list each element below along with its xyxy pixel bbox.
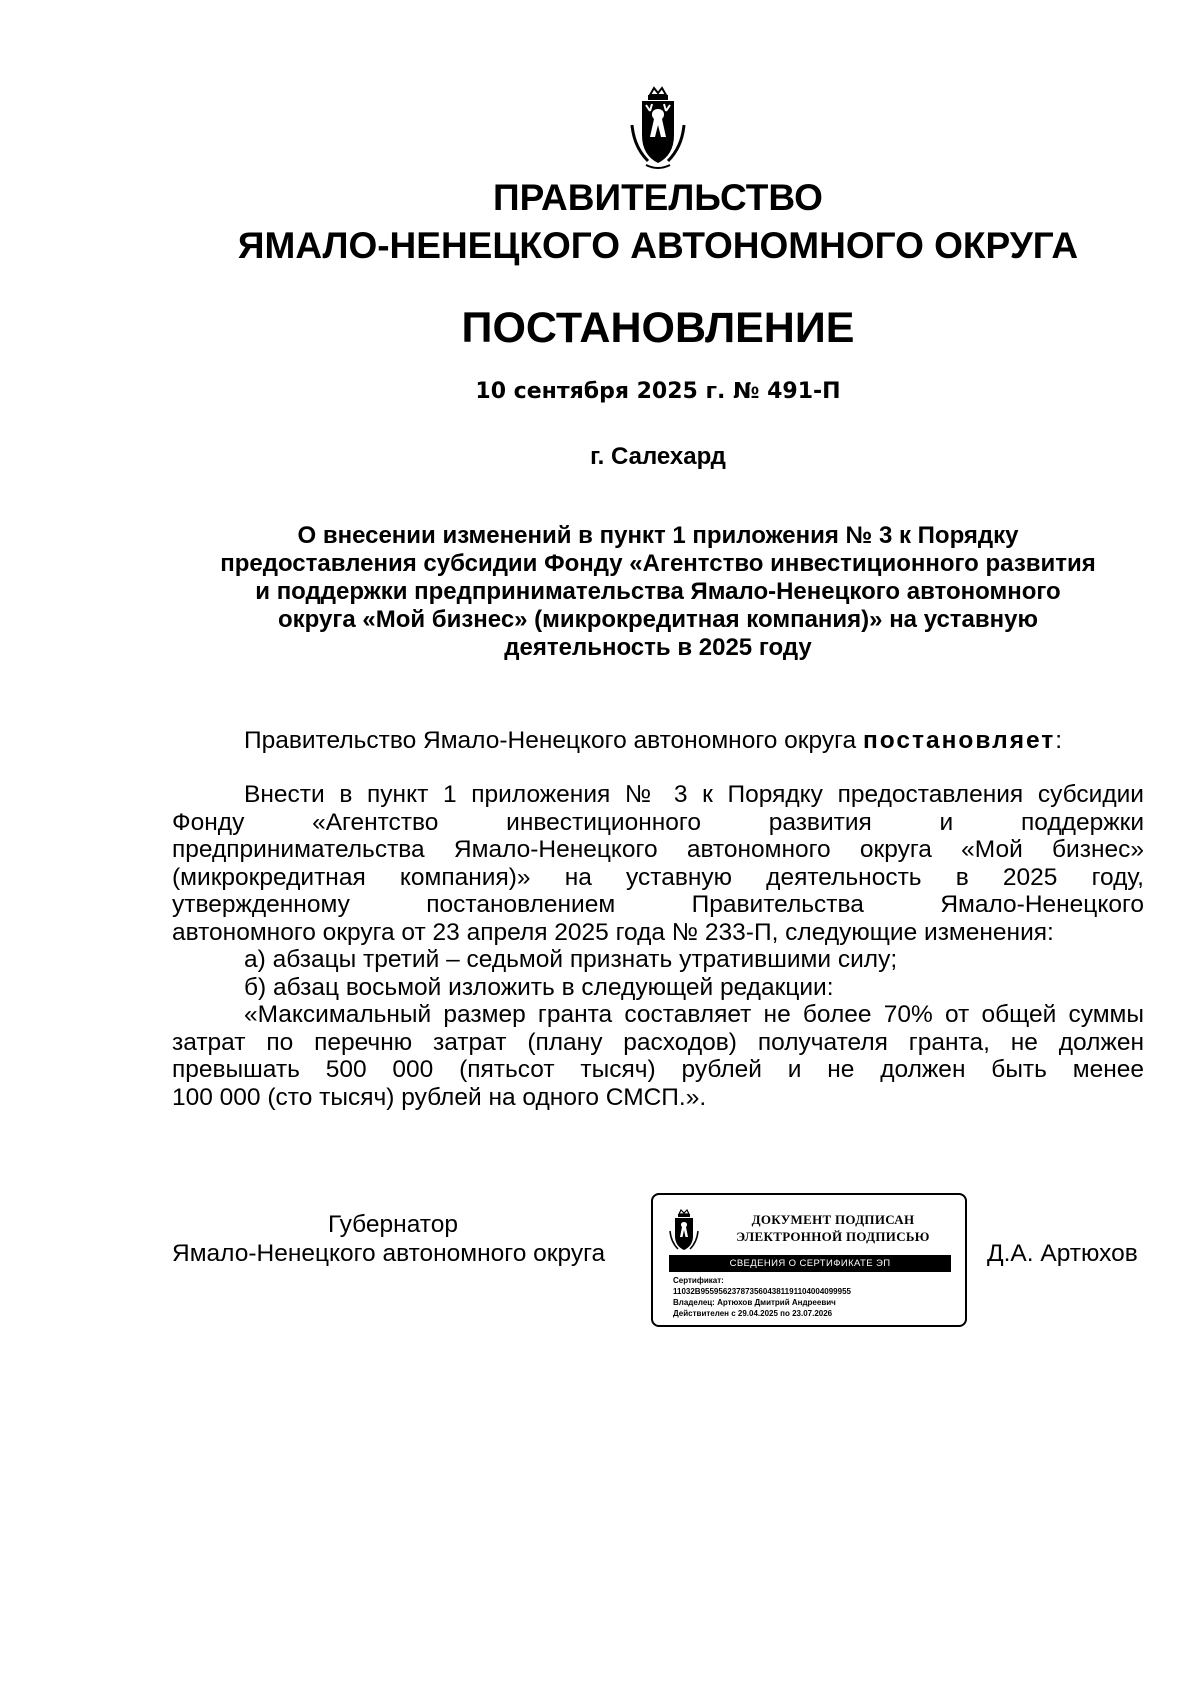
- body-line: автономного округа от 23 апреля 2025 года № 233-П, следующие изменения:: [172, 918, 1054, 946]
- body-line: затрат по перечню затрат (плану расходов) получателя гранта, не должен: [172, 1028, 1144, 1056]
- body-line: б) абзац восьмой изложить в следующей редакции:: [244, 973, 834, 1001]
- certificate-details: [673, 1275, 851, 1319]
- main-text: [172, 781, 1144, 1111]
- government-title-line2: ЯМАЛО-НЕНЕЦКОГО АВТОНОМНОГО ОКРУГА: [237, 225, 1079, 266]
- date-and-number: 10 сентября 2025 г. № 491-П: [475, 379, 841, 404]
- body-line: Фонду «Агентство инвестиционного развития и поддержки: [172, 808, 1144, 836]
- body-line: предпринимательства Ямало-Ненецкого автономного округа «Мой бизнес»: [172, 836, 1144, 863]
- subject-line: деятельность в 2025 году: [504, 634, 812, 661]
- preamble-text: Правительство Ямало-Ненецкого автономного округа: [244, 727, 863, 754]
- certificate-owner: Владелец: Артюхов Дмитрий Андреевич: [673, 1298, 836, 1307]
- body-line: «Максимальный размер гранта составляет не более 70% от общей суммы: [244, 1001, 1144, 1028]
- subject-line: О внесении изменений в пункт 1 приложения № 3 к Порядку: [297, 522, 1019, 549]
- city: г. Салехард: [590, 443, 726, 470]
- preamble: [172, 727, 1144, 755]
- preamble-emphasis: постановляет: [862, 727, 1056, 754]
- body-line: а) абзацы третий – седьмой признать утратившими силу;: [244, 946, 898, 973]
- body-line: Внести в пункт 1 приложения № 3 к Порядку предоставления субсидии: [244, 781, 1144, 808]
- e-signature-stamp: [651, 1193, 967, 1327]
- certificate-info-bar: СВЕДЕНИЯ О СЕРТИФИКАТЕ ЭП: [669, 1255, 951, 1272]
- subject-line: предоставления субсидии Фонду «Агентство инвестиционного развития: [220, 550, 1096, 577]
- government-title: [0, 174, 1200, 270]
- signer-name: Д.А. Артюхов: [987, 1240, 1138, 1267]
- subject-line: округа «Мой бизнес» (микрокредитная компания)» на уставную: [277, 606, 1038, 633]
- body-line: (микрокредитная компания)» на уставную деятельность в 2025 году,: [172, 863, 1144, 891]
- subject-line: и поддержки предпринимательства Ямало-Ненецкого автономного: [255, 578, 1061, 605]
- certificate-validity: Действителен с 29.04.2025 по 23.07.2026: [673, 1309, 833, 1318]
- signatory-region: Ямало-Ненецкого автономного округа: [172, 1240, 606, 1267]
- stamp-title: [711, 1211, 955, 1245]
- preamble-end: :: [1055, 727, 1063, 754]
- stamp-title-line2: ЭЛЕКТРОННОЙ ПОДПИСЬЮ: [736, 1229, 930, 1244]
- yanao-coat-of-arms-icon: [628, 85, 688, 171]
- signatory-position: [172, 1210, 605, 1268]
- document-subject: [0, 522, 1200, 662]
- yanao-coat-of-arms-icon: [668, 1209, 700, 1253]
- certificate-number: 11032B9559562378735604381191104004099955: [673, 1287, 851, 1296]
- document-type: ПОСТАНОВЛЕНИЕ: [461, 304, 855, 352]
- body-line: утвержденному постановлением Правительства Ямало-Ненецкого: [172, 891, 1144, 918]
- stamp-title-line1: ДОКУМЕНТ ПОДПИСАН: [751, 1212, 915, 1227]
- certificate-label: Сертификат:: [673, 1276, 724, 1285]
- signatory-title: Губернатор: [328, 1211, 458, 1238]
- body-line: 100 000 (сто тысяч) рублей на одного СМСП.».: [172, 1083, 707, 1111]
- government-title-line1: ПРАВИТЕЛЬСТВО: [493, 177, 823, 218]
- body-line: превышать 500 000 (пятьсот тысяч) рублей и не должен быть менее: [172, 1056, 1144, 1083]
